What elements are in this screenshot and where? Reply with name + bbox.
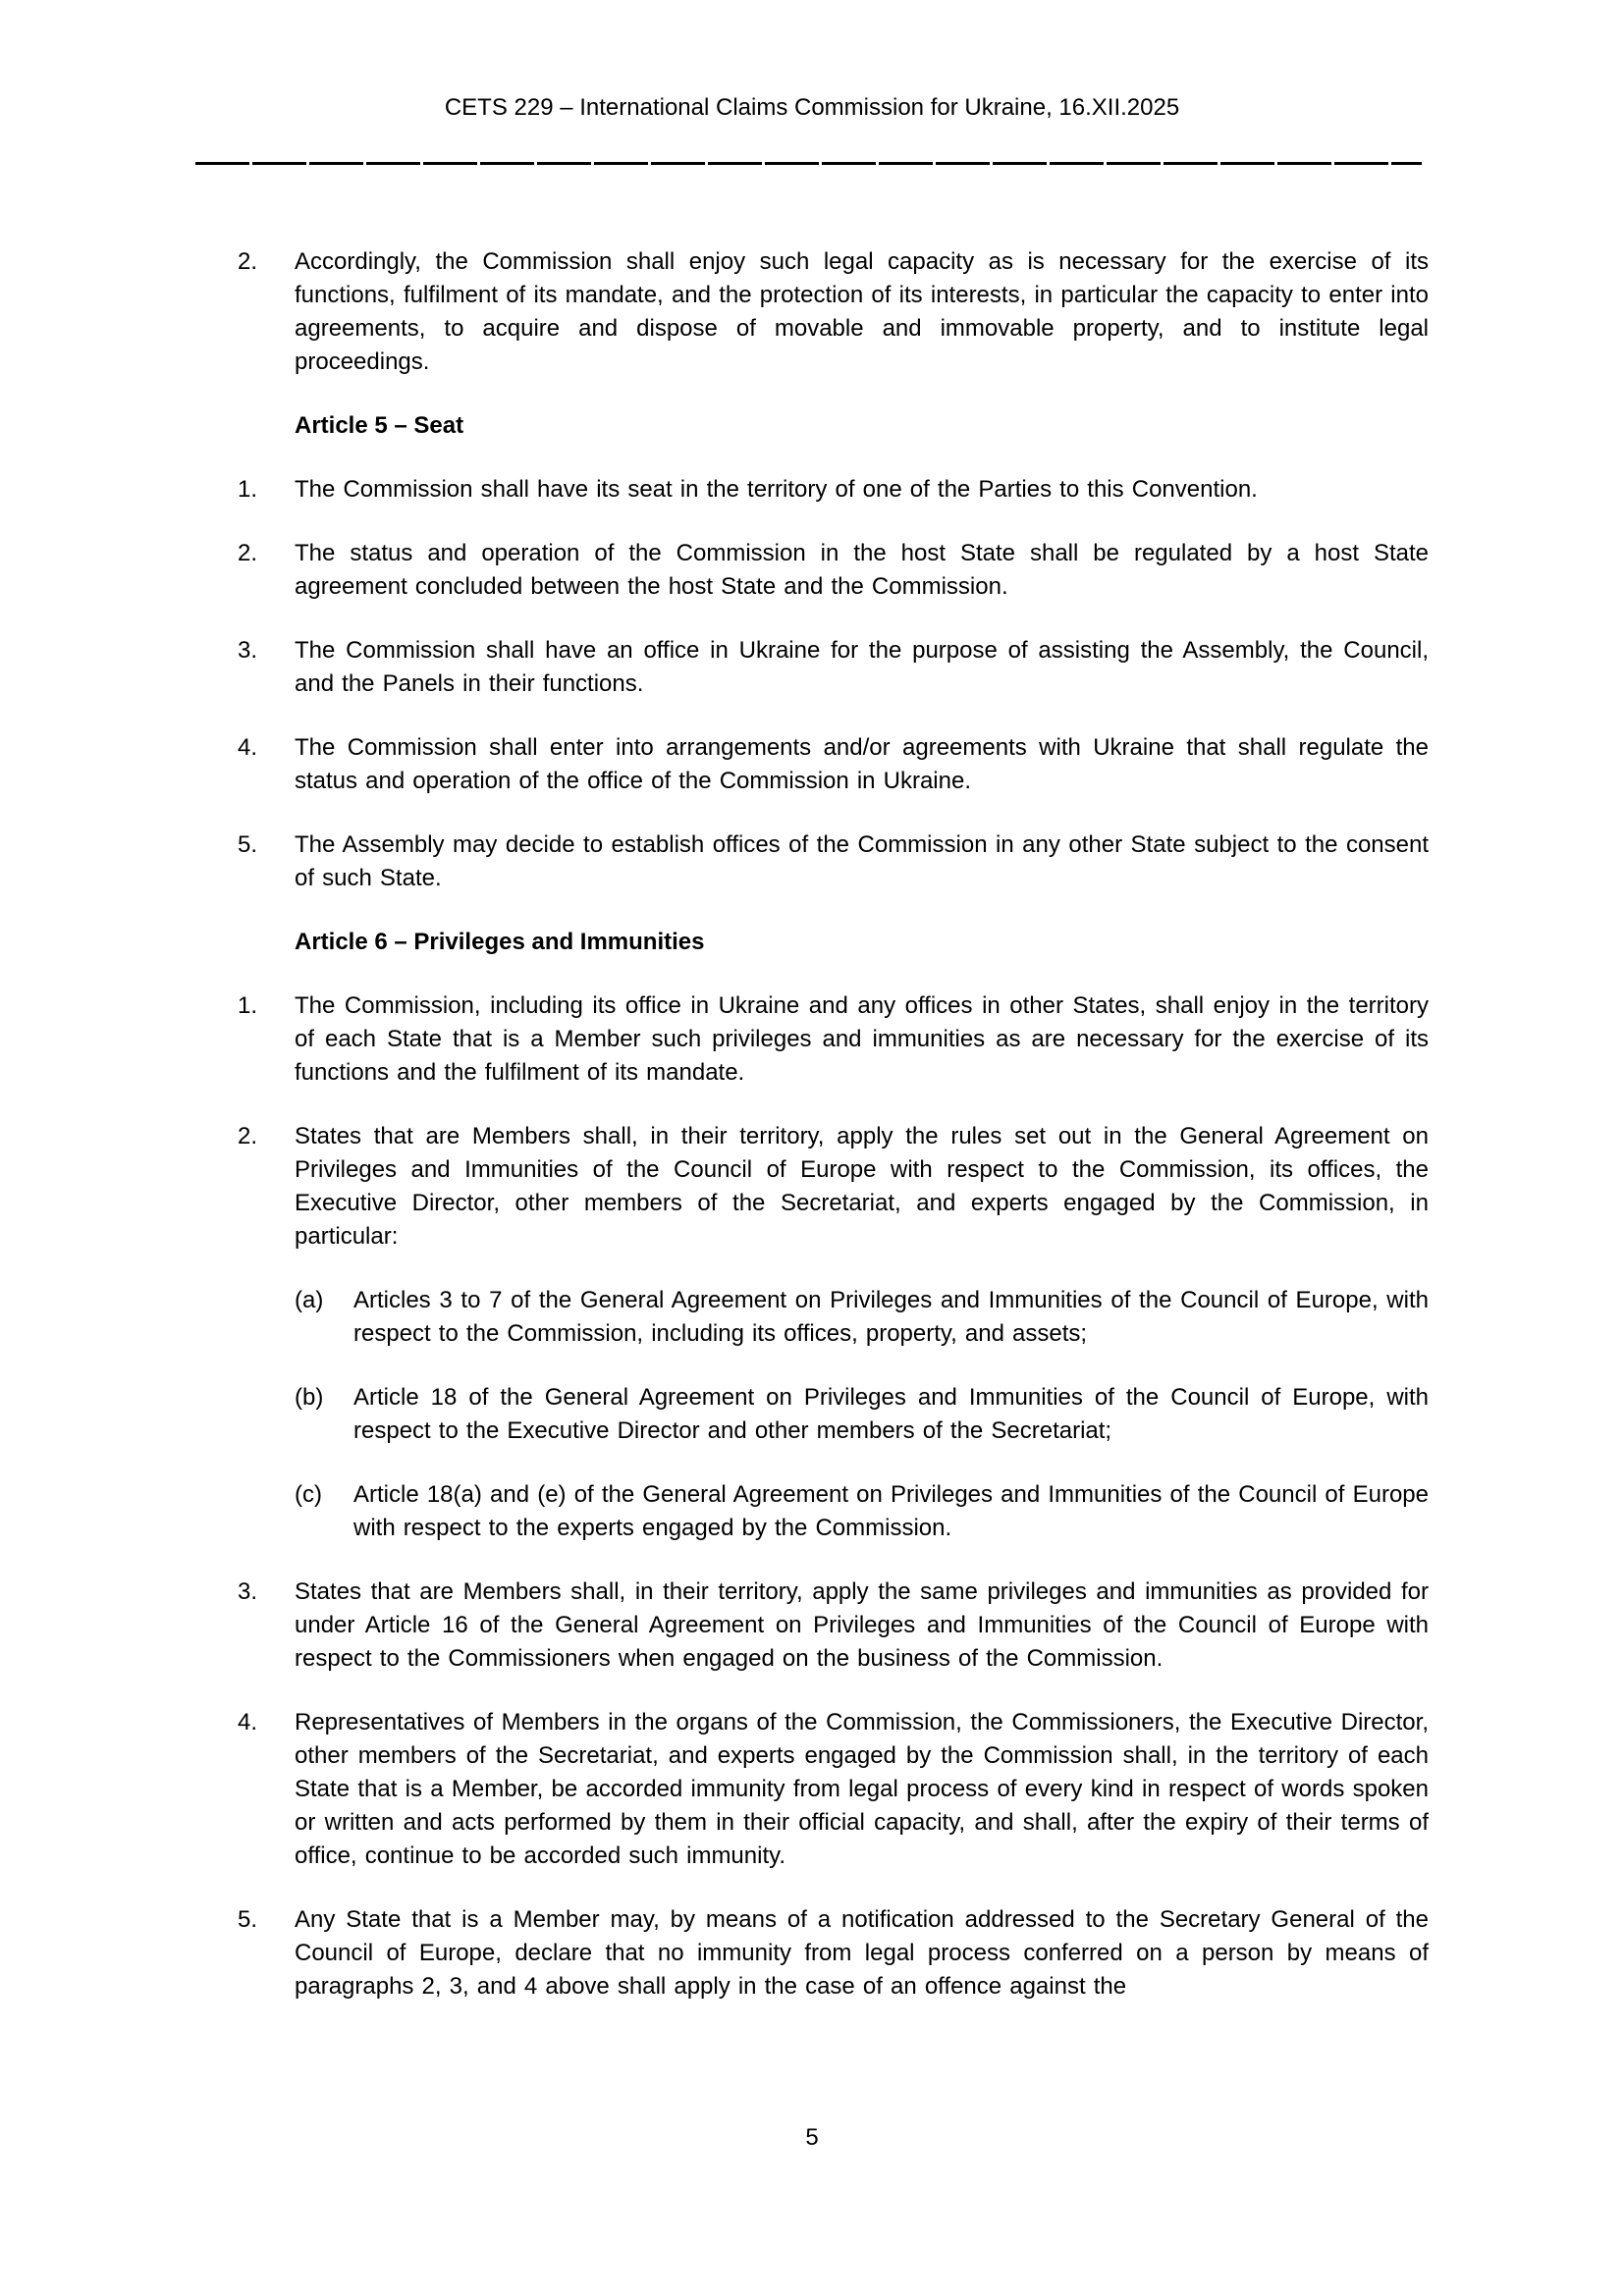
page-number: 5 — [805, 2124, 819, 2151]
paragraph-text: Accordingly, the Commission shall enjoy such legal capacity as is necessary for the exercise of its functions, fulfilment of its mandate, and the protection of its interests, in particular the capacity to enter into agreements, to acquire and dispose of movable and immovable property, and to institute legal proceedings. — [295, 248, 1429, 375]
subparagraph-label: (a) — [295, 1287, 324, 1313]
document-header-title: CETS 229 – International Claims Commission for Ukraine, 16.XII.2025 — [444, 94, 1180, 121]
paragraph-number: 2. — [238, 248, 258, 275]
paragraph-number: 2. — [238, 1123, 258, 1149]
paragraph-text: The Commission shall enter into arrangements and/or agreements with Ukraine that shall regulate the status and operation of the office of the Commission in Ukraine. — [295, 734, 1429, 794]
paragraph-number: 3. — [238, 1578, 258, 1605]
numbered-paragraph — [238, 1903, 1429, 2003]
paragraph-number: 5. — [238, 1906, 258, 1933]
subparagraph-label: (b) — [295, 1384, 324, 1411]
paragraph-text: States that are Members shall, in their territory, apply the rules set out in the General Agreement on Privileges and Immunities of the Council of Europe with respect to the Commission, its offices, the Executive Director, other members of the Secretariat, and experts engaged by the Commission, in particular: — [295, 1123, 1429, 1250]
numbered-paragraph — [238, 537, 1429, 604]
document-body — [238, 245, 1429, 2003]
subparagraph-label: (c) — [295, 1481, 322, 1508]
paragraph-text: The Commission, including its office in Ukraine and any offices in other States, shall enjoy in the territory of each State that is a Member such privileges and immunities as are necessary for the exercise of its functions and the fulfilment of its mandate. — [295, 992, 1429, 1086]
paragraph-number: 2. — [238, 540, 258, 566]
paragraph-number: 1. — [238, 992, 258, 1019]
paragraph-text: The Assembly may decide to establish offices of the Commission in any other State subject to the consent of such State. — [295, 831, 1429, 891]
paragraph-text: The Commission shall have its seat in the territory of one of the Parties to this Convention. — [295, 476, 1258, 503]
numbered-paragraph — [238, 1575, 1429, 1676]
article-5-heading: Article 5 – Seat — [295, 412, 464, 439]
numbered-paragraph — [238, 634, 1429, 701]
paragraph-number: 5. — [238, 831, 258, 858]
lettered-subparagraph — [295, 1381, 1429, 1448]
numbered-paragraph — [238, 828, 1429, 895]
paragraph-text: Representatives of Members in the organs of the Commission, the Commissioners, the Executive Director, other members of the Secretariat, and experts engaged by the Commission shall, in the territory of each State that is a Member, be accorded immunity from legal process of every kind in respect of words spoken or written and acts performed by them in their official capacity, and shall, after the expiry of their terms of office, continue to be accorded such immunity. — [295, 1709, 1429, 1869]
numbered-paragraph — [238, 245, 1429, 379]
numbered-paragraph — [238, 1706, 1429, 1873]
paragraph-text: The Commission shall have an office in Ukraine for the purpose of assisting the Assembly, the Council, and the Panels in their functions. — [295, 637, 1429, 697]
subparagraph-text: Article 18(a) and (e) of the General Agreement on Privileges and Immunities of the Council of Europe with respect to the experts engaged by the Commission. — [353, 1481, 1429, 1541]
paragraph-number: 1. — [238, 476, 258, 503]
numbered-paragraph — [238, 473, 1429, 507]
paragraph-text: States that are Members shall, in their territory, apply the same privileges and immunities as provided for under Article 16 of the General Agreement on Privileges and Immunities of the Council of Europe with respect to the Commissioners when engaged on the business of the Commission. — [295, 1578, 1429, 1672]
paragraph-number: 3. — [238, 637, 258, 664]
article-6-heading: Article 6 – Privileges and Immunities — [295, 929, 705, 955]
numbered-paragraph — [238, 731, 1429, 798]
lettered-subparagraph — [295, 1284, 1429, 1351]
subparagraph-text: Articles 3 to 7 of the General Agreement on Privileges and Immunities of the Council of Europe, with respect to the Commission, including its offices, property, and assets; — [353, 1287, 1429, 1347]
paragraph-number: 4. — [238, 734, 258, 761]
subparagraph-text: Article 18 of the General Agreement on Privileges and Immunities of the Council of Europe, with respect to the Executive Director and other members of the Secretariat; — [353, 1384, 1429, 1444]
paragraph-text: Any State that is a Member may, by means of a notification addressed to the Secretary General of the Council of Europe, declare that no immunity from legal process conferred on a person by means of paragraphs 2, 3, and 4 above shall apply in the case of an offence against the — [295, 1906, 1429, 2000]
paragraph-number: 4. — [238, 1709, 258, 1735]
numbered-paragraph — [238, 1120, 1429, 1254]
numbered-paragraph — [238, 989, 1429, 1090]
header-rule — [195, 162, 1422, 165]
paragraph-text: The status and operation of the Commission in the host State shall be regulated by a host State agreement concluded between the host State and the Commission. — [295, 540, 1429, 600]
lettered-subparagraph — [295, 1478, 1429, 1545]
